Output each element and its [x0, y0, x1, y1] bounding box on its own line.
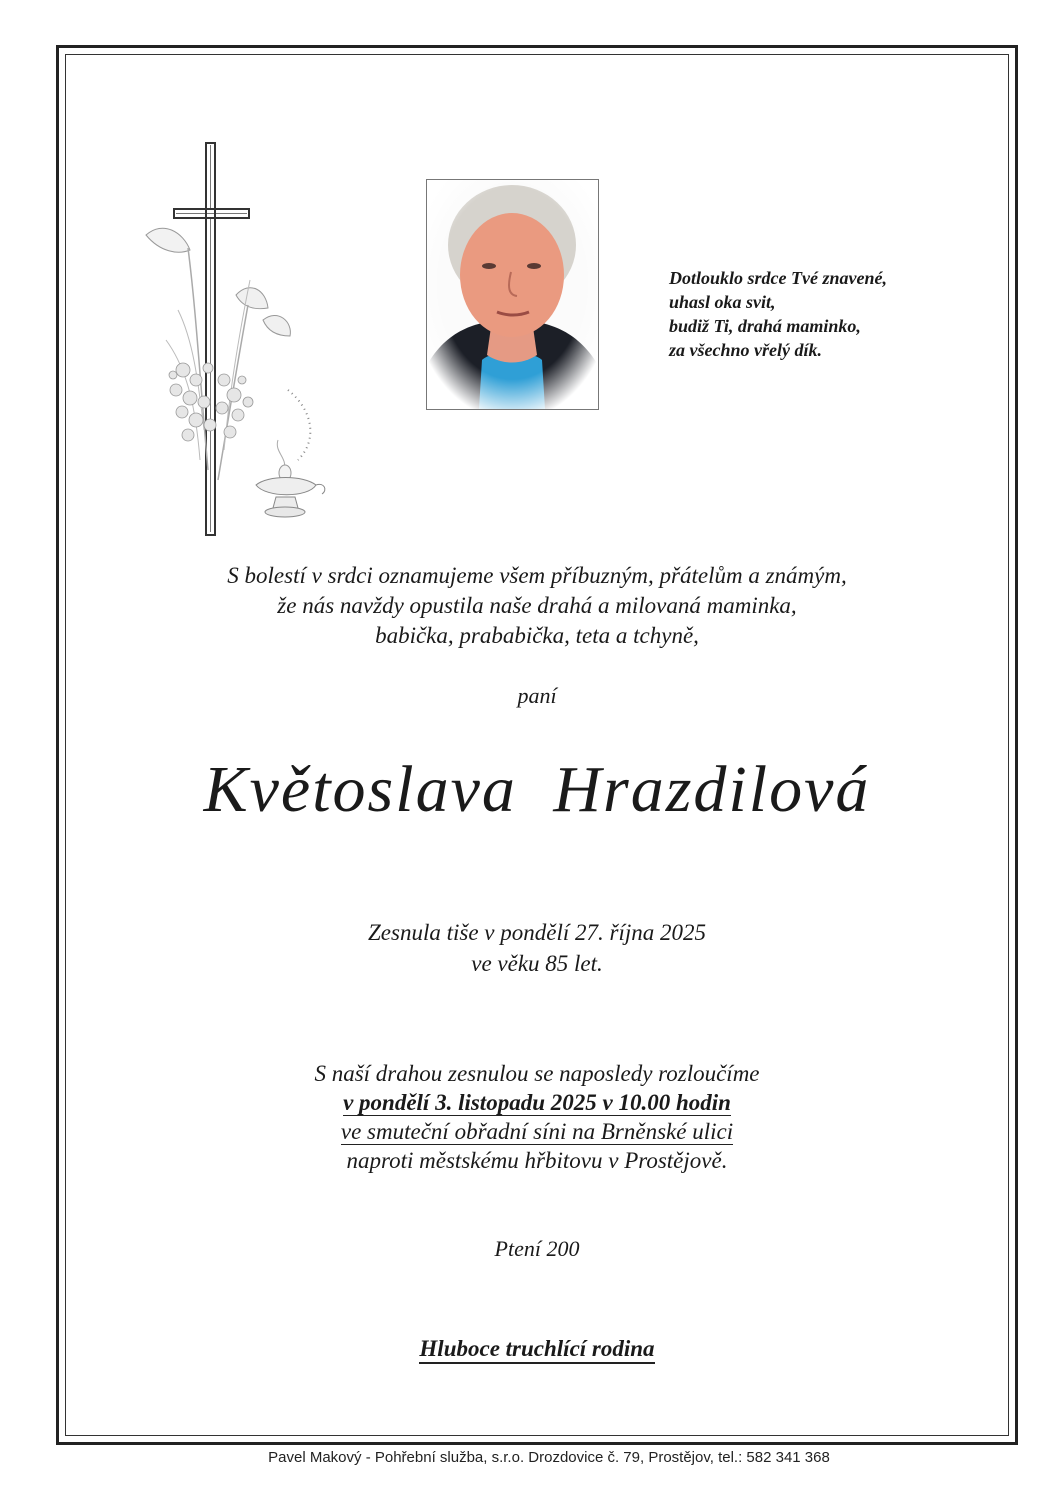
announcement-line: že nás navždy opustila naše drahá a milovaná maminka, — [277, 593, 797, 618]
poem-line: za všechno vřelý dík. — [669, 340, 822, 360]
announcement-line: S bolestí v srdci oznamujeme všem příbuzným, přátelům a známým, — [227, 563, 847, 588]
note: Ptení 200 — [494, 1236, 580, 1261]
ceremony-datetime: v pondělí 3. listopadu 2025 v 10.00 hodin — [343, 1090, 731, 1115]
announcement — [70, 561, 1004, 651]
poem-line: Dotlouklo srdce Tvé znavené, — [669, 268, 887, 288]
ceremony-location: naproti městskému hřbitovu v Prostějově. — [346, 1148, 728, 1173]
poem-line: uhasl oka svit, — [669, 292, 776, 312]
family-signature: Hluboce truchlící rodina — [419, 1336, 654, 1364]
mourning-family — [70, 1336, 1004, 1362]
death-date: Zesnula tiše v pondělí 27. října 2025 — [368, 920, 706, 945]
poem-line: budiž Ti, drahá maminko, — [669, 316, 861, 336]
death-info — [70, 917, 1004, 979]
ceremony-place: ve smuteční obřadní síni na Brněnské ulici — [340, 1119, 734, 1144]
portrait-photo — [426, 179, 599, 410]
honorific: paní — [517, 683, 557, 708]
age: ve věku 85 let. — [471, 951, 603, 976]
cross-with-flowers-icon — [138, 140, 338, 540]
deceased-name: Květoslava Hrazdilová — [203, 753, 871, 826]
farewell-info — [70, 1059, 1004, 1175]
farewell-line: S naší drahou zesnulou se naposledy rozloučíme — [314, 1061, 760, 1086]
announcement-line: babička, prababička, teta a tchyně, — [375, 623, 699, 648]
funeral-service-footer: Pavel Makový - Pohřební služba, s.r.o. Drozdovice č. 79, Prostějov, tel.: 582 341 368 — [268, 1449, 830, 1466]
poem — [669, 266, 989, 362]
